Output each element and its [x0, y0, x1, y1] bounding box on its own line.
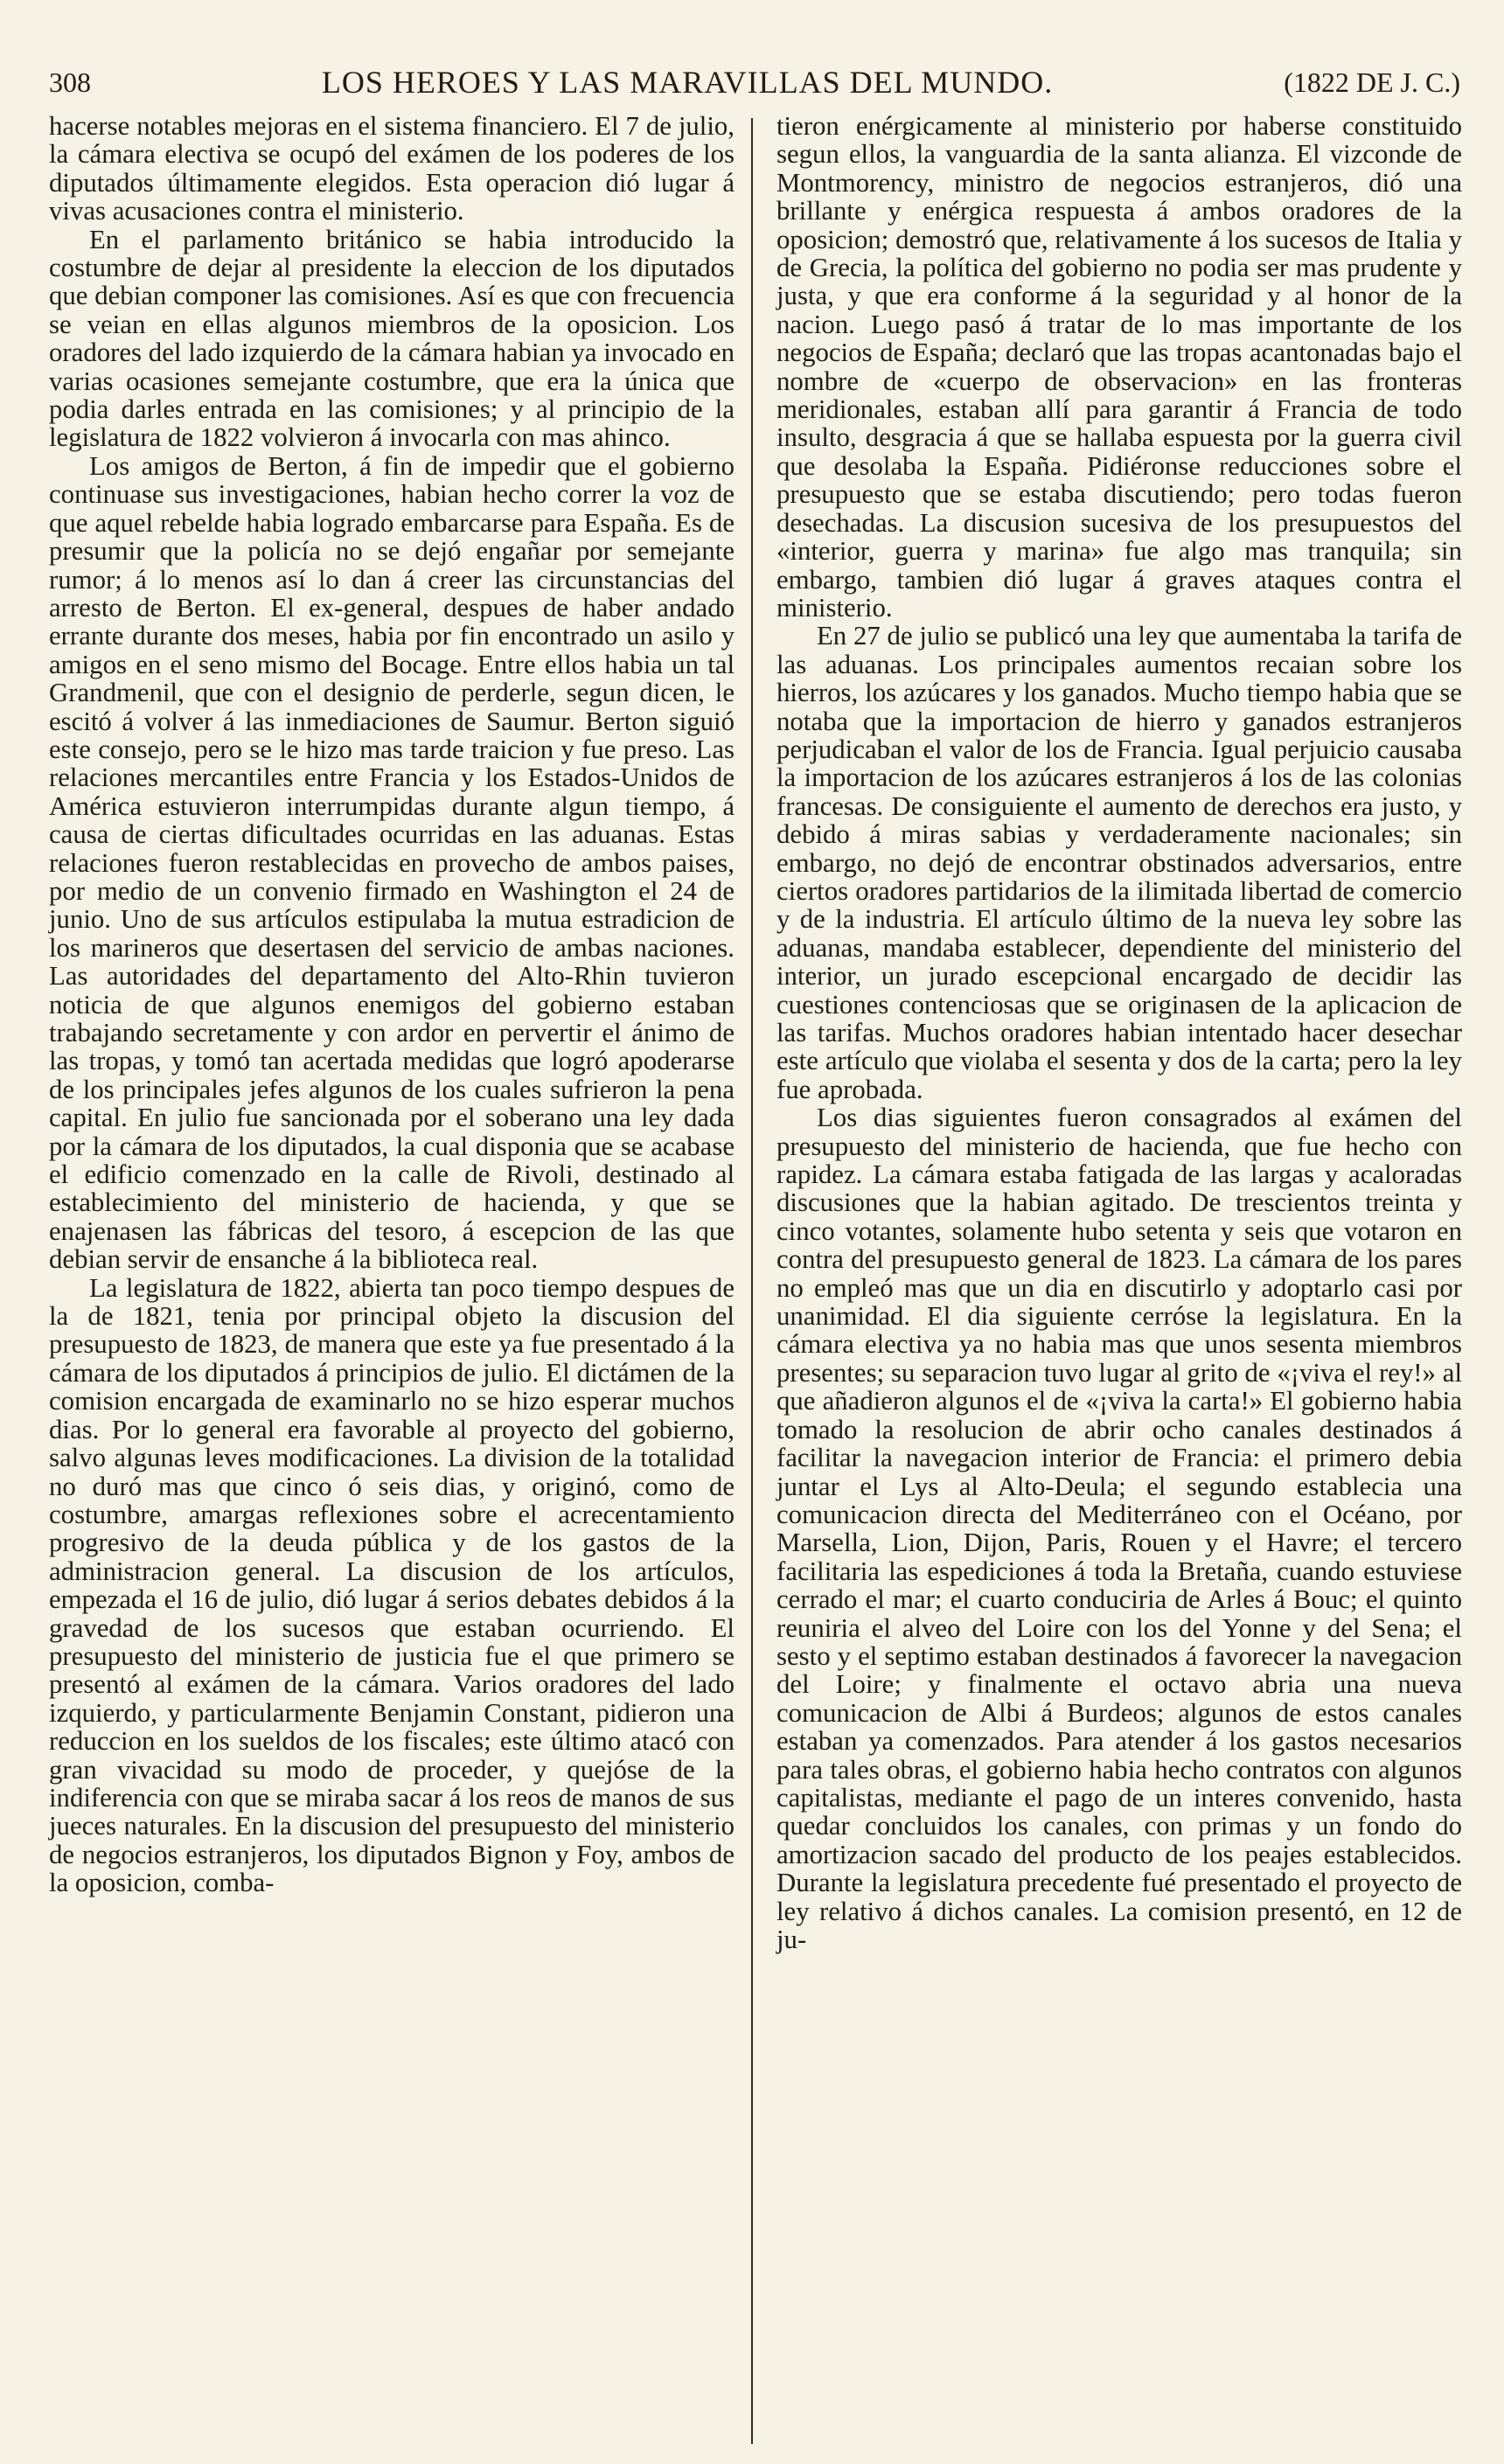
book-title: LOS HEROES Y LAS MARAVILLAS DEL MUNDO. [321, 65, 1054, 100]
paragraph: Los amigos de Berton, á fin de impedir que el gobierno continuase sus investigaciones, habian hecho correr la voz de que aquel rebelde habia logrado embarcarse para España. Es de presumir que la policía no se dejó engañar por semejante rumor; á lo menos así lo dan á creer las circunstancias del arresto de Berton. El ex-general, despues de haber andado errante durante dos meses, habia por fin encontrado un asilo y amigos en el seno mismo del Bocage. Entre ellos habia un tal Grandmenil, que con el designio de perderle, segun dicen, le escitó á volver á las inmediaciones de Saumur. Berton siguió este consejo, pero se le hizo mas tarde traicion y fue preso. Las relaciones mercantiles entre Francia y los Estados-Unidos de América estuvieron interrumpidas durante algun tiempo, á causa de ciertas dificultades ocurridas en las aduanas. Estas relaciones fueron restablecidas en provecho de ambos paises, por medio de un convenio firmado en Washington el 24 de junio. Uno de sus artículos estipulaba la mutua estradicion de los marineros que desertasen del servicio de ambas naciones. Las autoridades del departamento del Alto-Rhin tuvieron noticia de que algunos enemigos del gobierno estaban trabajando secretamente y con ardor en pervertir el ánimo de las tropas, y tomó tan acertada medidas que logró apoderarse de los principales jefes algunos de los cuales sufrieron la pena capital. En julio fue sancionada por el soberano una ley dada por la cámara de los diputados, la cual disponia que se acabase el edificio comenzado en la calle de Rivoli, destinado al establecimiento del ministerio de hacienda, y que se enajenasen las fábricas del tesoro, á escepcion de las que debian servir de ensanche á la biblioteca real. [49, 450, 735, 1275]
paragraph: Los dias siguientes fueron consagrados al exámen del presupuesto del ministerio de hacienda, que fue hecho con rapidez. La cámara estaba fatigada de las largas y acaloradas discusiones que la habian agitado. De trescientos treinta y cinco votantes, solamente hubo setenta y seis que votaron en contra del presupuesto general de 1823. La cámara de los pares no empleó mas que un dia en discutirlo y adoptarlo casi por unanimidad. El dia siguiente cerróse la legislatura. En la cámara electiva ya no habia mas que unos sesenta miembros presentes; su separacion tuvo lugar al grito de «¡viva el rey!» al que añadieron algunos el de «¡viva la carta!» El gobierno habia tomado la resolucion de abrir ocho canales destinados á facilitar la navegacion interior de Francia: el primero debia juntar el Lys al Alto-Deula; el segundo establecia una comunicacion directa del Mediterráneo con el Océano, por Marsella, Lion, Dijon, Paris, Rouen y el Havre; el tercero facilitaria las espediciones á toda la Bretaña, cuando estuviese cerrado el mar; el cuarto conduciria de Arles á Bouc; el quinto reuniria el alveo del Loire con los del Yonne y del Sena; el sesto y el septimo estaban destinados á favorecer la navegacion del Loire; y finalmente el octavo abria una nueva comunicacion de Albi á Burdeos; algunos de estos canales estaban ya comenzados. Para atender á los gastos necesarios para tales obras, el gobierno habia hecho contratos con algunos capitalistas, mediante el pago de un interes convenido, hasta quedar concluidos los canales, con primas y un fondo do amortizacion sacado del producto de los peajes establecidos. Durante la legislatura precedente fué presentado el proyecto de ley relativo á dichos canales. La comision presentó, en 12 de ju- [776, 1103, 1462, 1954]
column-divider [751, 118, 753, 2444]
year-reference: (1822 DE J. C.) [1284, 66, 1460, 98]
left-column [49, 112, 735, 1897]
right-column [776, 112, 1462, 1953]
page-number: 308 [49, 66, 91, 98]
paragraph: hacerse notables mejoras en el sistema financiero. El 7 de julio, la cámara electiva se ocupó del exámen de los poderes de los diputados últimamente elegidos. Esta operacion dió lugar á vivas acusaciones contra el ministerio. [49, 111, 735, 226]
paragraph: tieron enérgicamente al ministerio por haberse constituido segun ellos, la vanguardia de la santa alianza. El vizconde de Montmorency, ministro de negocios estranjeros, dió una brillante y enérgica respuesta á ambos oradores de la oposicion; demostró que, relativamente á los sucesos de Italia y de Grecia, la política del gobierno no podia ser mas prudente y justa, y que era conforme á la seguridad y al honor de la nacion. Luego pasó á tratar de lo mas importante de los negocios de España; declaró que las tropas acantonadas bajo el nombre de «cuerpo de observacion» en las fronteras meridionales, estaban allí para garantir á Francia de todo insulto, desgracia á que se hallaba espuesta por la guerra civil que desolaba la España. Pidiéronse reducciones sobre el presupuesto que se estaba discutiendo; pero todas fueron desechadas. La discusion sucesiva de los presupuestos del «interior, guerra y marina» fue algo mas tranquila; sin embargo, tambien dió lugar á graves ataques contra el ministerio. [776, 111, 1462, 623]
paragraph: La legislatura de 1822, abierta tan poco tiempo despues de la de 1821, tenia por principal objeto la discusion del presupuesto de 1823, de manera que este ya fue presentado á la cámara de los diputados á principios de julio. El dictámen de la comision encargada de examinarlo no se hizo esperar muchos dias. Por lo general era favorable al proyecto del gobierno, salvo algunas leves modificaciones. La division de la totalidad no duró mas que cinco ó seis dias, y originó, como de costumbre, amargas reflexiones sobre el acrecentamiento progresivo de la deuda pública y de los gastos de la administracion general. La discusion de los artículos, empezada el 16 de julio, dió lugar á serios debates debidos á la gravedad de los sucesos que estaban ocurriendo. El presupuesto del ministerio de justicia fue el que primero se presentó al exámen de la cámara. Varios oradores del lado izquierdo, y particularmente Benjamin Constant, pidieron una reduccion en los sueldos de los fiscales; este último atacó con gran vivacidad su modo de proceder, y quejóse de la indiferencia con que se miraba sacar á los reos de manos de sus jueces naturales. En la discusion del presupuesto del ministerio de negocios estranjeros, los diputados Bignon y Foy, ambos de la oposicion, comba- [49, 1272, 735, 1898]
paragraph: En el parlamento británico se habia introducido la costumbre de dejar al presidente la eleccion de los diputados que debian componer las comisiones. Así es que con frecuencia se veian en ellas algunos miembros de la oposicion. Los oradores del lado izquierdo de la cámara habian ya invocado en varias ocasiones semejante costumbre, que era la única que podia darles entrada en las comisiones; y al principio de la legislatura de 1822 volvieron á invocarla con mas ahinco. [49, 224, 735, 453]
paragraph: En 27 de julio se publicó una ley que aumentaba la tarifa de las aduanas. Los principales aumentos recaian sobre los hierros, los azúcares y los ganados. Mucho tiempo habia que se notaba que la importacion de hierro y ganados estranjeros perjudicaban el valor de los de Francia. Igual perjuicio causaba la importacion de los azúcares estranjeros á los de las colonias francesas. De consiguiente el aumento de derechos era justo, y debido á miras sabias y verdaderamente nacionales; sin embargo, no dejó de encontrar obstinados adversarios, entre ciertos oradores partidarios de la ilimitada libertad de comercio y de la industria. El artículo último de la nueva ley sobre las aduanas, mandaba establecer, dependiente del ministerio del interior, un jurado escepcional encargado de decidir las cuestiones contenciosas que se originasen de la aplicacion de las tarifas. Muchos oradores habian intentado hacer desechar este artículo que violaba el sesenta y dos de la carta; pero la ley fue aprobada. [776, 621, 1462, 1104]
running-header [49, 58, 1460, 107]
